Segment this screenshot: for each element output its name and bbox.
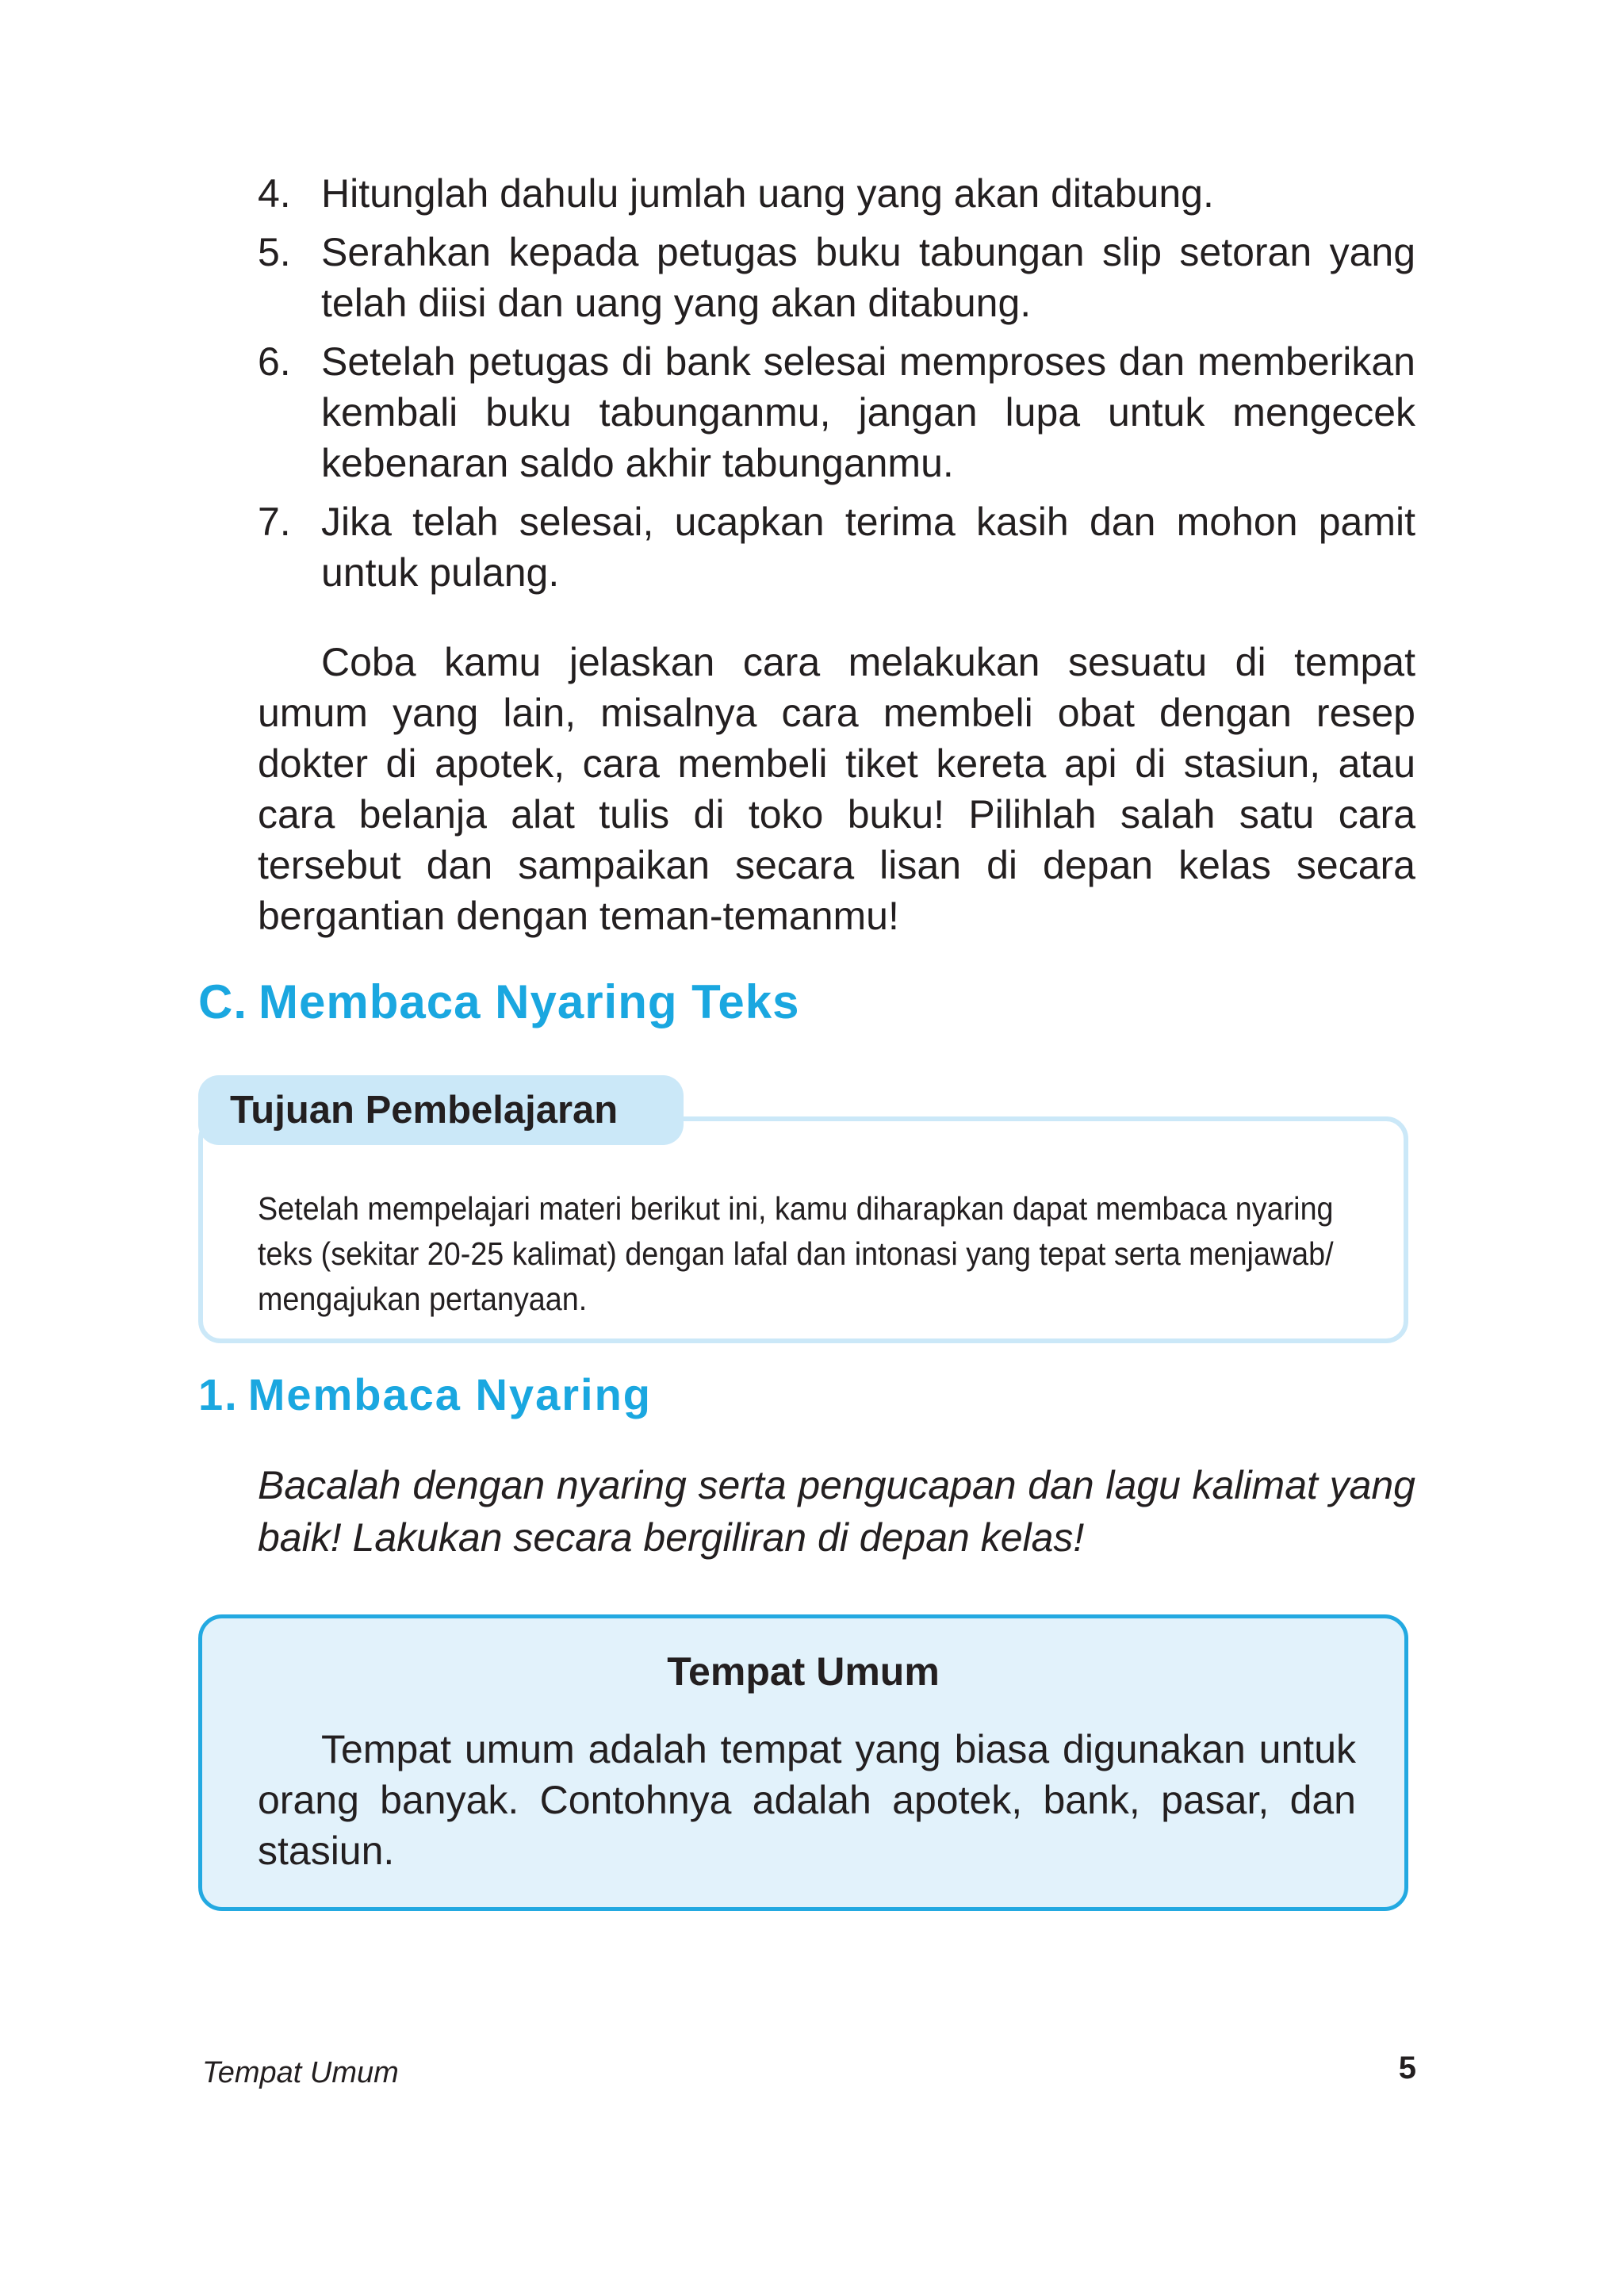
section-title: Membaca Nyaring Teks: [259, 975, 800, 1028]
step-text: Jika telah selesai, ucapkan terima kasih dan mohon pamit untuk pulang.: [321, 500, 1415, 595]
steps-list: [258, 168, 1415, 606]
subsection-number: 1.: [198, 1369, 239, 1419]
reading-title: Tempat Umum: [667, 1649, 940, 1694]
subsection-heading: [198, 1367, 652, 1423]
instruction-text: Bacalah dengan nyaring serta pengucapan dan lagu kalimat yang baik! Lakukan secara bergiliran di depan kelas!: [258, 1463, 1415, 1560]
body-paragraph: Coba kamu jelaskan cara melakukan sesuatu di tempat umum yang lain, misalnya cara membeli obat dengan resep dokter di apotek, cara membeli tiket kereta api di stasiun, atau cara belanja alat tulis di toko buku! Pilihlah salah satu cara tersebut dan sampaikan secara lisan di depan kelas secara bergantian dengan teman-temanmu!: [258, 640, 1415, 938]
step-item: [258, 496, 1415, 598]
step-number: 4.: [258, 171, 291, 216]
objective-label: Tujuan Pembelajaran: [198, 1075, 684, 1145]
reading-body: Tempat umum adalah tempat yang biasa digunakan untuk orang banyak. Contohnya adalah apotek, bank, pasar, dan stasiun.: [258, 1727, 1356, 1873]
step-item: [258, 336, 1415, 488]
objective-text: Setelah mempelajari materi berikut ini, kamu diharapkan dapat membaca nyaring teks (sekitar 20-25 kalimat) dengan lafal dan intonasi yang tepat serta menjawab/ mengajukan pertanyaan.: [258, 1190, 1334, 1317]
subsection-title: Membaca Nyaring: [247, 1369, 652, 1419]
step-number: 5.: [258, 230, 291, 274]
step-text: Hitunglah dahulu jumlah uang yang akan ditabung.: [321, 171, 1214, 216]
page-number: 5: [1398, 2051, 1416, 2085]
step-item: [258, 227, 1415, 328]
section-heading: [198, 974, 800, 1031]
step-number: 6.: [258, 339, 291, 384]
section-letter: C.: [198, 975, 247, 1028]
step-item: [258, 168, 1415, 219]
step-number: 7.: [258, 500, 291, 544]
step-text: Setelah petugas di bank selesai memproses dan memberikan kembali buku tabunganmu, jangan lupa untuk mengecek kebenaran saldo akhir tabunganmu.: [321, 339, 1415, 485]
footer-title: Tempat Umum: [202, 2056, 399, 2089]
step-text: Serahkan kepada petugas buku tabungan slip setoran yang telah diisi dan uang yang akan ditabung.: [321, 230, 1415, 325]
